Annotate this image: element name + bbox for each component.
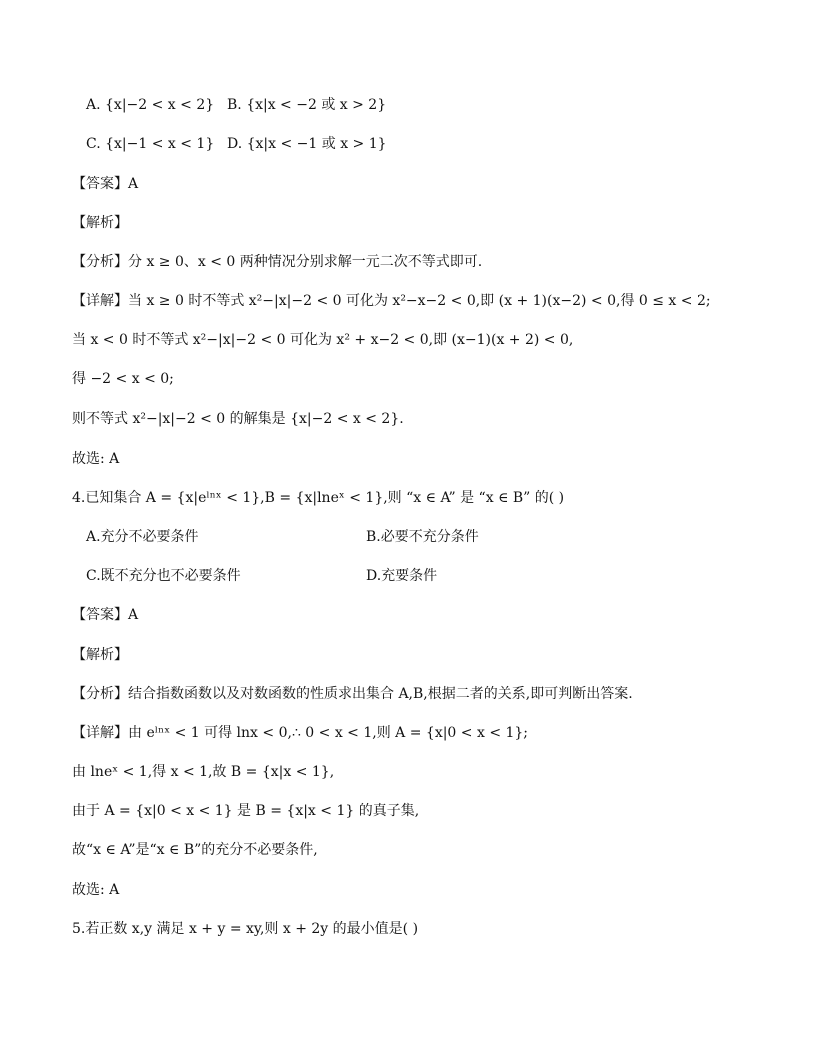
q3-option-b: B. {x|x < −2 或 x > 2} (227, 97, 387, 113)
q4-fenxi: 【分析】结合指数函数以及对数函数的性质求出集合 A,B,根据二者的关系,即可判断出答案. (72, 686, 633, 702)
q4-option-b: B.必要不充分条件 (366, 529, 479, 545)
q3-xiangjie-line-4: 则不等式 x²−|x|−2 < 0 的解集是 {x|−2 < x < 2}. (72, 411, 404, 427)
q4-choose: 故选: A (72, 882, 120, 898)
q3-xiangjie-line-2: 当 x < 0 时不等式 x²−|x|−2 < 0 可化为 x² + x−2 < 0,即 (x−1)(x + 2) < 0, (72, 332, 574, 348)
q3-option-c: C. {x|−1 < x < 1} (86, 136, 215, 152)
q4-xiangjie-line-3: 由于 A = {x|0 < x < 1} 是 B = {x|x < 1} 的真子集, (72, 803, 420, 819)
q4-option-c: C.既不充分也不必要条件 (86, 568, 241, 584)
q4-stem: 4.已知集合 A = {x|eˡⁿˣ < 1},B = {x|lneˣ < 1},则 “x ∈ A” 是 “x ∈ B” 的( ) (72, 490, 565, 506)
q4-analysis-heading: 【解析】 (72, 647, 128, 663)
q4-xiangjie-line-1: 【详解】由 eˡⁿˣ < 1 可得 lnx < 0,∴ 0 < x < 1,则 A = {x|0 < x < 1}; (72, 725, 529, 741)
q3-answer: 【答案】A (72, 176, 139, 192)
q3-xiangjie-line-1: 【详解】当 x ≥ 0 时不等式 x²−|x|−2 < 0 可化为 x²−x−2 < 0,即 (x + 1)(x−2) < 0,得 0 ≤ x < 2; (72, 293, 711, 309)
q3-option-d: D. {x|x < −1 或 x > 1} (227, 136, 387, 152)
q3-fenxi: 【分析】分 x ≥ 0、x < 0 两种情况分别求解一元二次不等式即可. (72, 254, 483, 270)
q4-xiangjie-line-2: 由 lneˣ < 1,得 x < 1,故 B = {x|x < 1}, (72, 764, 335, 780)
q3-analysis-heading: 【解析】 (72, 215, 128, 231)
q4-option-d: D.充要条件 (366, 568, 438, 584)
q3-choose: 故选: A (72, 451, 120, 467)
q3-option-a: A. {x|−2 < x < 2} (86, 97, 215, 113)
q4-xiangjie-line-4: 故“x ∈ A”是“x ∈ B”的充分不必要条件, (72, 842, 318, 858)
q3-xiangjie-line-3: 得 −2 < x < 0; (72, 371, 174, 387)
q4-answer: 【答案】A (72, 607, 139, 623)
q5-stem: 5.若正数 x,y 满足 x + y = xy,则 x + 2y 的最小值是( ) (72, 921, 419, 937)
q4-option-a: A.充分不必要条件 (86, 529, 199, 545)
